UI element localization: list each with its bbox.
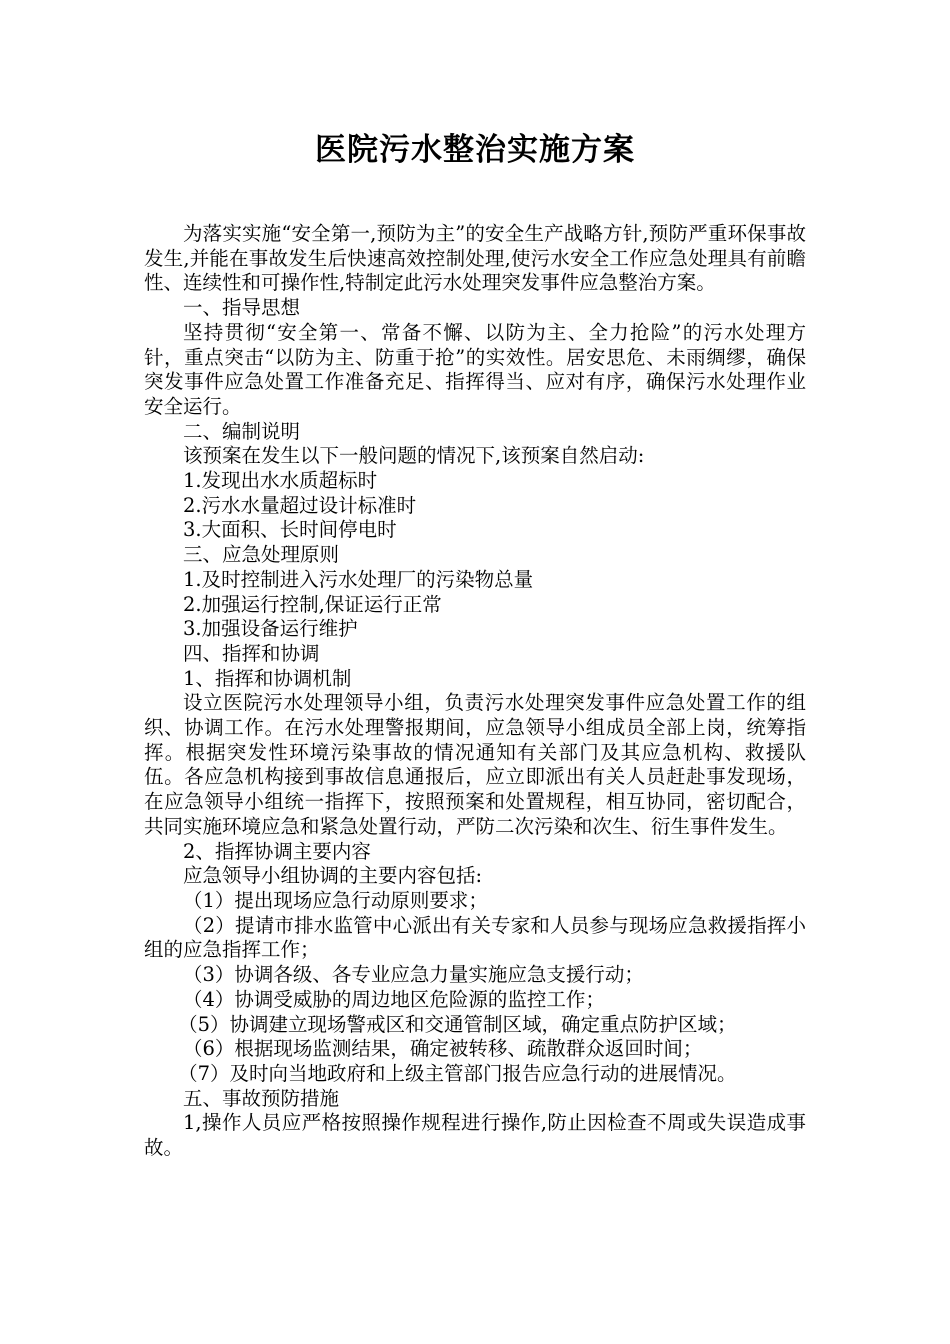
list-item: （6）根据现场监测结果，确定被转移、疏散群众返回时间； [183,1037,703,1061]
command-mechanism-paragraph: 设立医院污水处理领导小组，负责污水处理突发事件应急处置工作的组织、协调工作。在污水处理警报期间，应急领导小组成员全部上岗，统筹指挥。根据突发性环境污染事故的情况通知有关部门及其应急机构、救援队伍。各应急机构接到事故信息通报后，应立即派出有关人员赶赴事发现场，在应急领导小组统一指挥下，按照预案和处置规程，相互协同，密切配合，共同实施环境应急和紧急处置行动，严防二次污染和次生、衍生事件发生。 [144,691,806,838]
document-title: 医院污水整治实施方案 [315,132,635,168]
list-item: 3.大面积、长时间停电时 [183,518,397,542]
list-item: 3.加强设备运行维护 [183,617,358,641]
list-item: 2.加强运行控制,保证运行正常 [183,592,442,616]
subsection-heading: 1、指挥和协调机制 [183,666,352,690]
list-item: （4）协调受威胁的周边地区危险源的监控工作； [183,987,605,1011]
section-heading: 一、指导思想 [183,296,301,320]
subsection-heading: 2、指挥协调主要内容 [183,839,371,863]
list-item: （5）协调建立现场警戒区和交通管制区域，确定重点防护区域； [178,1012,737,1036]
document-body [144,222,806,1161]
prevention-measure-paragraph: 1,操作人员应严格按照操作规程进行操作,防止因检查不周或失误造成事故。 [144,1111,806,1160]
section-heading: 二、编制说明 [183,419,301,443]
section-heading: 三、应急处理原则 [183,543,340,567]
list-item: 1.及时控制进入污水处理厂的污染物总量 [183,567,534,591]
intro-paragraph: 为落实实施“安全第一,预防为主”的安全生产战略方针,预防严重环保事故发生,并能在事故发生后快速高效控制处理,使污水安全工作应急处理具有前瞻性、连续性和可操作性,特制定此污水处理突发事件应急整治方案。 [144,222,806,295]
list-item: 2.污水水量超过设计标准时 [183,493,417,517]
list-item: （2）提请市排水监管中心派出有关专家和人员参与现场应急救援指挥小组的应急指挥工作； [144,913,806,962]
coordination-intro-text: 应急领导小组协调的主要内容包括: [183,864,483,888]
list-item: 1.发现出水水质超标时 [183,469,378,493]
section-heading: 五、事故预防措施 [183,1086,340,1110]
compilation-note-text: 该预案在发生以下一般问题的情况下,该预案自然启动: [183,444,645,468]
list-item: （3）协调各级、各专业应急力量实施应急支援行动； [183,963,644,987]
list-item: （1）提出现场应急行动原则要求； [183,888,488,912]
section-heading: 四、指挥和协调 [183,641,320,665]
guiding-principle-paragraph: 坚持贯彻“安全第一、常备不懈、以防为主、全力抢险”的污水处理方针，重点突击“以防为主、防重于抢”的实效性。居安思危、未雨绸缪，确保突发事件应急处置工作准备充足、指挥得当、应对有序，确保污水处理作业安全运行。 [144,320,806,418]
list-item: （7）及时向当地政府和上级主管部门报告应急行动的进展情况。 [178,1061,737,1085]
